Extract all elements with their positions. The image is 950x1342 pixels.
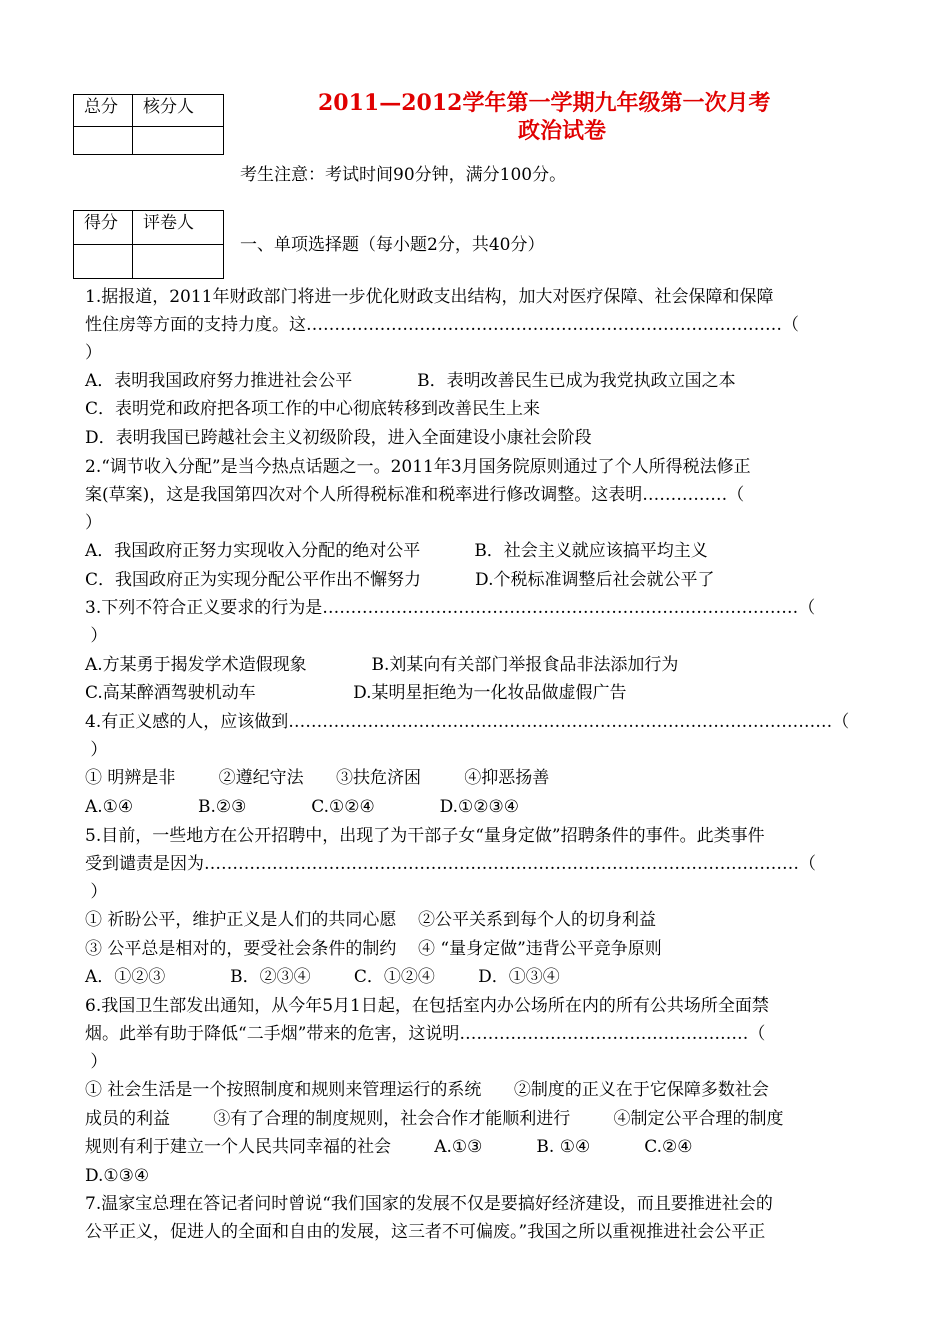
grader-cell: [133, 245, 224, 279]
statement-line: 成员的利益 ③有了合理的制度规则，社会合作才能顺利进行 ④制定公平合理的制度: [85, 1109, 784, 1129]
score-table-section: [73, 210, 224, 279]
option-line: C.高某醉酒驾驶机动车 D.某明星拒绝为一化妆品做虚假广告: [85, 683, 627, 703]
question-line: ）: [85, 882, 108, 902]
option-line: C．表明党和政府把各项工作的中心彻底转移到改善民生上来: [85, 399, 541, 419]
question-line: ）: [85, 343, 102, 363]
question-line: 6.我国卫生部发出通知，从今年5月1日起，在包括室内办公场所在内的所有公共场所全面禁: [85, 996, 769, 1016]
question-line: 7.温家宝总理在答记者问时曾说“我们国家的发展不仅是要搞好经济建设，而且要推进社会的: [85, 1194, 773, 1214]
exam-subtitle: 政治试卷: [518, 118, 607, 144]
question-line: ）: [85, 740, 108, 760]
statement-line: ① 祈盼公平，维护正义是人们的共同心愿 ②公平关系到每个人的切身利益: [85, 910, 657, 930]
score-table-total: [73, 94, 224, 155]
statement-line: ③ 公平总是相对的，要受社会条件的制约 ④ “量身定做”违背公平竞争原则: [85, 939, 662, 959]
section-score-header: 得分: [74, 211, 133, 245]
question-line: 性住房等方面的支持力度。这…………………………………………………………………………（: [85, 315, 799, 335]
option-line: A．我国政府正努力实现收入分配的绝对公平 B．社会主义就应该搞平均主义: [85, 541, 708, 561]
question-line: 5.目前，一些地方在公开招聘中，出现了为干部子女“量身定做”招聘条件的事件。此类事件: [85, 826, 765, 846]
statement-line: ① 明辨是非 ②遵纪守法 ③扶危济困 ④抑恶扬善: [85, 768, 550, 788]
section-score-cell: [74, 245, 133, 279]
option-line: A.①④ B.②③ C.①②④ D.①②③④: [85, 797, 519, 817]
statement-line: 规则有利于建立一个人民共同幸福的社会 A.①③ B. ①④ C.②④: [85, 1137, 693, 1157]
section-heading: 一、单项选择题（每小题2分，共40分）: [240, 235, 545, 255]
question-line: 案(草案)，这是我国第四次对个人所得税标准和税率进行修改调整。这表明……………（: [85, 485, 745, 505]
option-line: C．我国政府正为实现分配公平作出不懈努力 D.个税标准调整后社会就公平了: [85, 570, 715, 590]
question-line: ）: [85, 513, 102, 533]
grader-header: 评卷人: [133, 211, 224, 245]
total-score-cell: [74, 127, 133, 155]
statement-line: ① 社会生活是一个按照制度和规则来管理运行的系统 ②制度的正义在于它保障多数社会: [85, 1080, 769, 1100]
question-line: 烟。此举有助于降低“二手烟”带来的危害，这说明……………………………………………（: [85, 1024, 766, 1044]
option-line: A．表明我国政府努力推进社会公平 B．表明改善民生已成为我党执政立国之本: [85, 371, 736, 391]
exam-title: 2011—2012学年第一学期九年级第一次月考: [318, 90, 771, 116]
option-line: A.方某勇于揭发学术造假现象 B.刘某向有关部门举报食品非法添加行为: [85, 655, 679, 675]
option-line: D．表明我国已跨越社会主义初级阶段，进入全面建设小康社会阶段: [85, 428, 592, 448]
option-line: D.①③④: [85, 1166, 150, 1186]
total-score-header: 总分: [74, 95, 133, 127]
question-line: 公平正义，促进人的全面和自由的发展，这三者不可偏废。”我国之所以重视推进社会公平正: [85, 1222, 766, 1242]
checker-header: 核分人: [133, 95, 224, 127]
checker-cell: [133, 127, 224, 155]
question-line: 受到谴责是因为……………………………………………………………………………………………（: [85, 854, 816, 874]
question-line: 2.“调节收入分配”是当今热点话题之一。2011年3月国务院原则通过了个人所得税法修正: [85, 457, 751, 477]
question-line: 4.有正义感的人，应该做到……………………………………………………………………………………（: [85, 712, 850, 732]
exam-notice: 考生注意：考试时间90分钟，满分100分。: [240, 165, 567, 185]
question-line: 3.下列不符合正义要求的行为是…………………………………………………………………………（: [85, 598, 816, 618]
question-line: ）: [85, 626, 108, 646]
question-line: 1.据报道，2011年财政部门将进一步优化财政支出结构，加大对医疗保障、社会保障和保障: [85, 287, 774, 307]
question-line: ）: [85, 1052, 108, 1072]
option-line: A．①②③ B．②③④ C．①②④ D．①③④: [85, 967, 560, 987]
